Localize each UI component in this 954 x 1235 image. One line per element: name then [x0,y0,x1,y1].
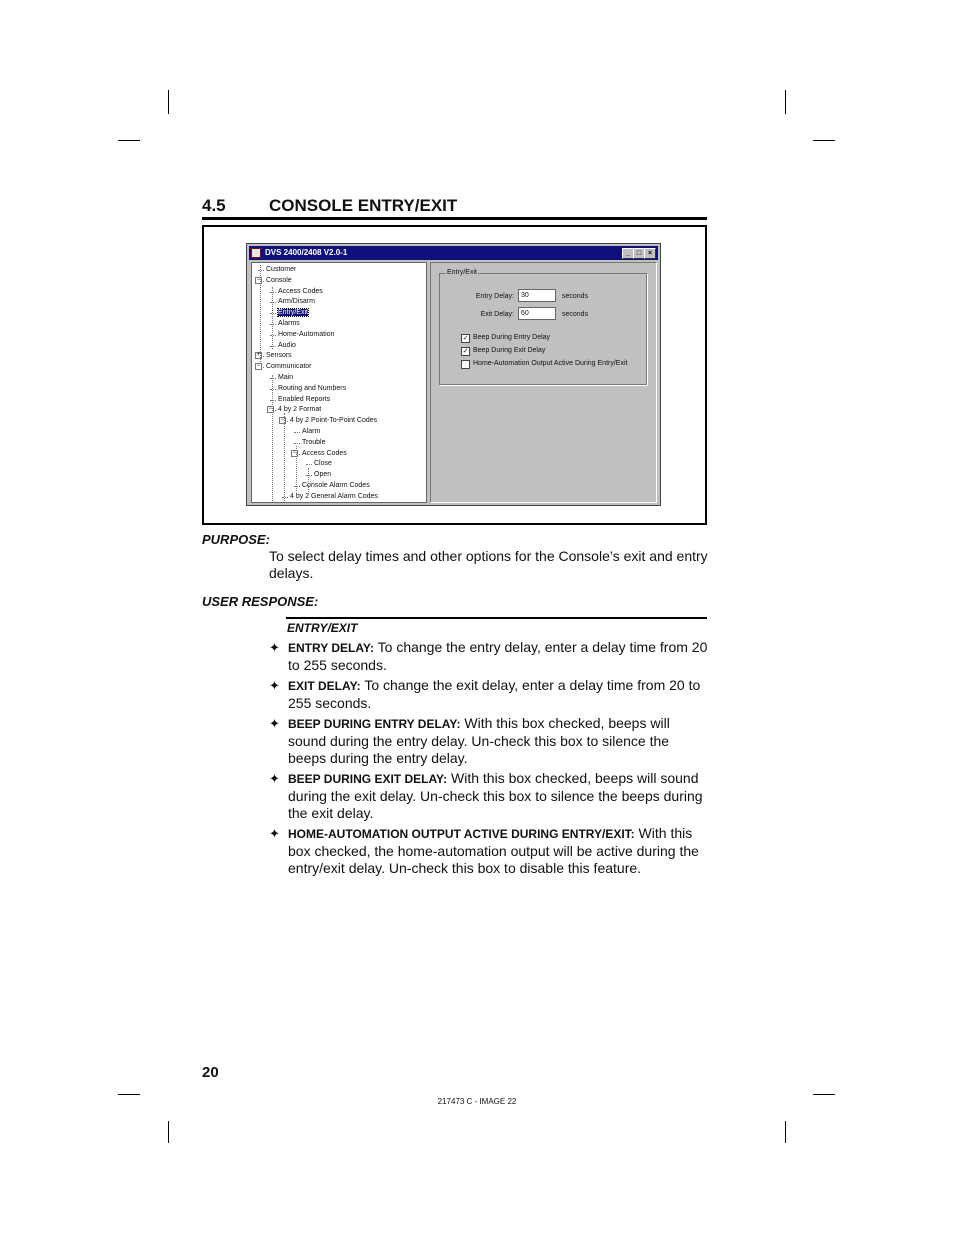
tree-item-label: Close [314,460,332,468]
crop-mark [813,140,835,141]
tree-item[interactable] [266,362,312,371]
group-title: Entry/Exit [447,269,477,276]
section-title: CONSOLE ENTRY/EXIT [269,196,458,215]
tree-connector [270,313,276,314]
exit-delay-input[interactable]: 60 [518,307,556,320]
tree-item-label: Communicator [266,363,312,371]
tree-item-label: Access Codes [278,287,323,295]
tree-item-label: Trouble [302,438,326,446]
tree-guide [272,375,273,503]
bullet-icon: ✦ [269,771,280,786]
tree-item[interactable] [278,373,293,382]
purpose-heading: PURPOSE: [202,532,270,547]
purpose-text: To select delay times and other options for the Console’s exit and entry delays. [269,548,708,581]
item-text: To change the exit delay, enter a delay time from 20 to 255 seconds. [288,677,701,711]
app-icon [251,248,261,258]
entry-delay-unit: seconds [562,293,589,300]
tree-connector [282,497,288,498]
tree-connector [270,292,276,293]
beep-exit-checkbox[interactable]: ✓ [462,348,469,355]
tree-item-label: Alarm [302,428,321,435]
tree-item-label: Arm/Disarm [278,298,315,306]
settings-pane [430,262,657,503]
tree-guide [272,287,273,349]
section-heading [202,195,707,220]
tree-connector [294,486,300,487]
window-titlebar [249,246,658,260]
item-text: With this box checked, beeps will sound during the exit delay. Un-check this box to silence the beeps during the exit delay. [288,770,703,821]
item-term: EXIT DELAY: [288,679,361,693]
collapse-icon[interactable]: − [256,363,261,370]
tree-item[interactable] [266,265,296,274]
item-text: To change the entry delay, enter a delay time from 20 to 255 seconds. [288,639,708,673]
tree-connector [270,378,276,379]
tree-item[interactable] [278,384,346,393]
divider [286,617,707,619]
collapse-icon[interactable]: − [268,406,273,413]
entry-delay-label: Entry Delay: [475,293,514,300]
tree-connector [294,432,300,433]
tree-item[interactable] [302,481,370,490]
item-term: BEEP DURING ENTRY DELAY: [288,717,461,731]
entry-exit-group [439,269,647,385]
beep-entry-label: Beep During Entry Delay [473,334,551,341]
tree-connector [270,335,276,336]
tree-item-label: Main [278,374,294,381]
tree-item[interactable] [266,351,292,360]
close-button[interactable]: × [644,248,656,259]
entry-delay-input[interactable]: 30 [518,289,556,302]
tree-item-label: Audio [278,341,296,349]
tree-item-label: Console Alarm Codes [302,482,370,489]
tree-item[interactable] [314,470,331,479]
crop-mark [118,140,140,141]
tree-item[interactable] [278,308,308,317]
exit-delay-unit: seconds [562,311,589,318]
home-automation-label: Home-Automation Output Active During Entry/Exit [473,360,628,367]
tree-item-label: 4 by 2 Format [278,406,322,414]
tree-connector [270,389,276,390]
beep-exit-label: Beep During Exit Delay [473,347,546,354]
tree-guide [308,468,309,494]
item-text: With this box checked, beeps will sound during the entry delay. Un-check this box to silence the beeps during the entry delay. [288,715,670,766]
bullet-icon: ✦ [269,640,280,655]
item-term: ENTRY DELAY: [288,641,375,655]
navigation-tree[interactable] [251,262,427,503]
tree-item[interactable] [314,459,332,468]
tree-item-label: Customer [266,266,297,273]
tree-item[interactable] [278,287,323,296]
tree-connector [306,464,312,465]
tree-item[interactable] [290,416,377,425]
app-window [246,243,661,506]
entry-exit-subheading: ENTRY/EXIT [287,621,358,635]
beep-entry-checkbox[interactable]: ✓ [462,335,469,342]
tree-item-label: Entry/Exit [278,309,308,317]
tree-connector [294,443,300,444]
tree-connector [270,346,276,347]
tree-item[interactable] [302,427,320,436]
tree-item-label: Routing and Numbers [278,384,347,392]
tree-item[interactable] [302,438,325,447]
expand-icon[interactable]: + [256,352,261,359]
item-term: BEEP DURING EXIT DELAY: [288,772,448,786]
bullet-icon: ✦ [269,716,280,731]
home-automation-checkbox[interactable] [461,360,470,369]
tree-item[interactable] [278,395,330,404]
section-number: 4.5 [202,196,226,215]
tree-item-label: 4 by 2 Point-To-Point Codes [290,417,378,425]
tree-item-label: Enabled Reports [278,395,331,403]
tree-connector [270,400,276,401]
crop-mark [168,90,169,114]
collapse-icon[interactable]: − [256,276,261,283]
tree-item-label: Sensors [266,352,292,360]
tree-item-label: Alarms [278,320,300,327]
tree-item-label: Open [314,471,332,479]
maximize-button[interactable]: □ [633,248,645,259]
tree-guide [260,265,261,364]
tree-item[interactable] [278,297,315,306]
crop-mark [118,1094,140,1095]
tree-item-label: 4 by 2 General Alarm Codes [290,492,378,500]
window-title: DVS 2400/2408 V2.0-1 [265,248,348,257]
tree-item[interactable] [290,492,378,501]
tree-item[interactable] [302,449,347,458]
tree-item-label: Home-Automation [278,330,335,338]
crop-mark [813,1094,835,1095]
tree-item[interactable] [266,276,292,285]
crop-mark [785,1121,786,1143]
tree-connector [258,270,264,271]
page-number: 20 [202,1064,219,1081]
tree-item[interactable] [278,330,334,339]
item-term: HOME-AUTOMATION OUTPUT ACTIVE DURING ENTRY/EXIT: [288,827,635,841]
tree-connector [306,475,312,476]
crop-mark [168,1121,169,1143]
tree-connector [270,302,276,303]
tree-item-label: Access Codes [302,449,347,457]
tree-item-label: Console [266,276,292,284]
crop-mark [785,90,786,114]
bullet-icon: ✦ [269,826,280,841]
exit-delay-label: Exit Delay: [480,311,514,318]
item-text: With this box checked, the home-automation output will be active during the entry/exit delay. Un-check this box to disable this feature. [288,825,699,876]
tree-item[interactable] [278,319,300,328]
bullet-icon: ✦ [269,678,280,693]
collapse-icon[interactable]: − [292,449,297,456]
tree-guide [284,413,285,503]
tree-item[interactable] [278,341,296,350]
footer-code: 217473 C - IMAGE 22 [437,1097,517,1106]
tree-guide [296,446,297,491]
user-response-heading: USER RESPONSE: [202,594,319,609]
tree-connector [270,324,276,325]
collapse-icon[interactable]: − [280,417,285,424]
minimize-button[interactable]: _ [622,248,634,259]
